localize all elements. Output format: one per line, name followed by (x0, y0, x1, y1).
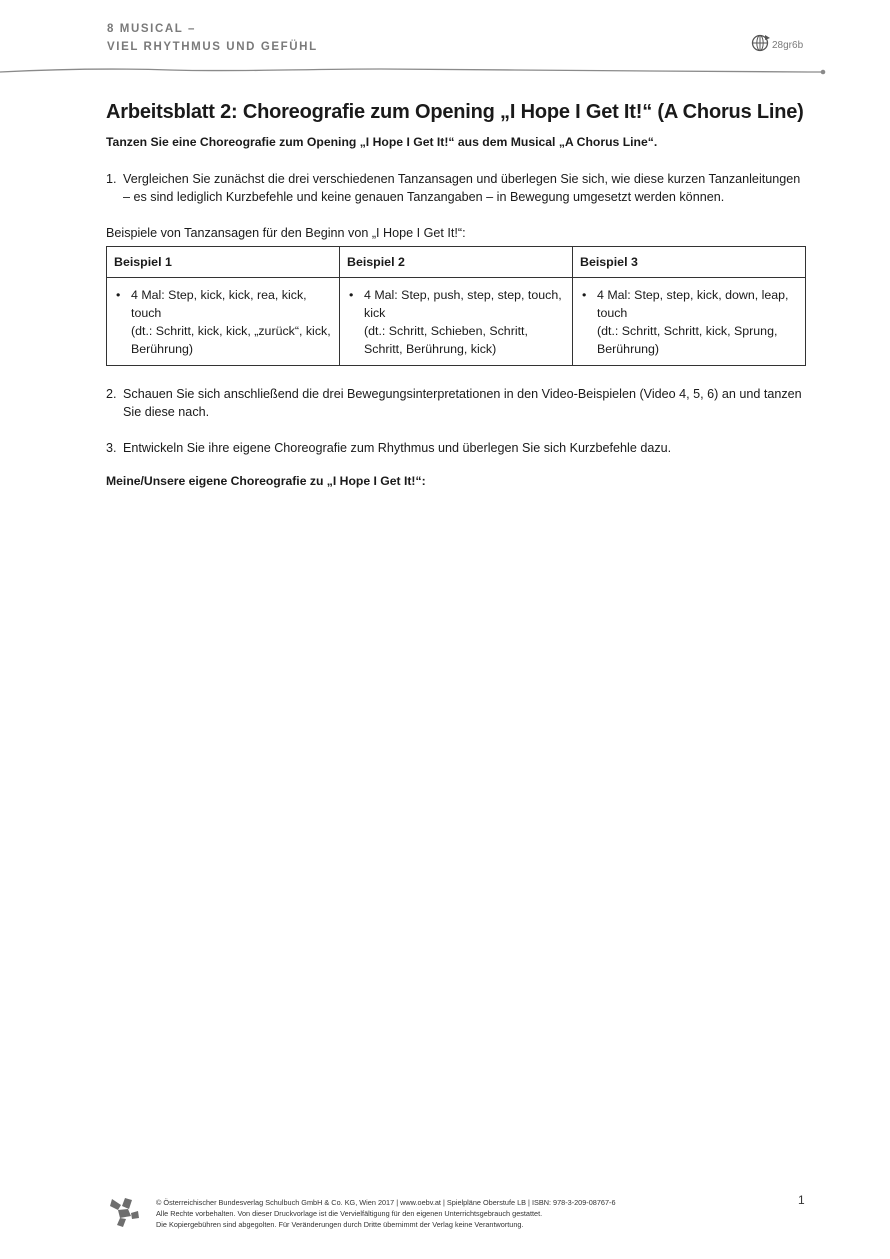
table-header-row (107, 247, 806, 278)
page-subtitle: Tanzen Sie eine Choreografie zum Opening „I Hope I Get It!“ aus dem Musical „A Chorus Line“. (106, 135, 658, 149)
header-divider (0, 60, 890, 80)
cell-2-translation: (dt.: Schritt, Schieben, Schritt, Schritt, Berührung, kick) (364, 324, 528, 356)
cell-1-translation: (dt.: Schritt, kick, kick, „zurück“, kick, Berührung) (131, 324, 331, 356)
examples-intro: Beispiele von Tanzansagen für den Beginn von „I Hope I Get It!“: (106, 226, 466, 240)
table-header-2: Beispiel 2 (340, 247, 573, 278)
footer-line-2: Alle Rechte vorbehalten. Von dieser Druckvorlage ist die Vervielfältigung für den eigenen Unterrichtsgebrauch gestattet. (156, 1209, 543, 1218)
chapter-heading-line2: VIEL RHYTHMUS UND GEFÜHL (107, 41, 318, 53)
task-1 (106, 170, 806, 206)
own-choreography-title: Meine/Unsere eigene Choreografie zu „I Hope I Get It!“: (106, 474, 426, 488)
oebv-logo-icon (108, 1196, 140, 1228)
task-2-number: 2. (106, 387, 117, 401)
task-3-text: Entwickeln Sie ihre eigene Choreografie zum Rhythmus und überlegen Sie sich Kurzbefehle dazu. (123, 441, 672, 455)
chapter-heading-line1: 8 MUSICAL – (107, 23, 196, 35)
task-2 (106, 385, 806, 421)
table-header-3: Beispiel 3 (573, 247, 806, 278)
footer-line-1: © Österreichischer Bundesverlag Schulbuch GmbH & Co. KG, Wien 2017 | www.oebv.at | Spielpläne Oberstufe LB | ISBN: 978-3-209-08767-6 (156, 1198, 616, 1207)
examples-table (106, 246, 806, 366)
bullet-marker: • (116, 288, 121, 302)
globe-icon (751, 34, 771, 52)
chapter-heading (107, 20, 318, 56)
table-row (107, 278, 806, 366)
online-code-text: 28gr6b (772, 40, 804, 51)
bullet-marker: • (582, 288, 587, 302)
online-code[interactable] (751, 34, 803, 52)
task-2-text: Schauen Sie sich anschließend die drei Bewegungsinterpretationen in den Video-Beispielen (Video 4, 5, 6) an und tanzen Sie diese nach. (123, 387, 802, 419)
task-3 (106, 439, 806, 457)
table-cell-3 (573, 278, 806, 366)
table-cell-2 (340, 278, 573, 366)
page-title: Arbeitsblatt 2: Choreografie zum Opening „I Hope I Get It!“ (A Chorus Line) (106, 101, 804, 123)
task-3-number: 3. (106, 441, 117, 455)
footer-line-3: Die Kopiergebühren sind abgegolten. Für Veränderungen durch Dritte übernimmt der Verlag keine Verantwortung. (156, 1220, 524, 1229)
table-header-1: Beispiel 1 (107, 247, 340, 278)
task-1-text: Vergleichen Sie zunächst die drei verschiedenen Tanzansagen und überlegen Sie sich, wie diese kurzen Tanzanleitungen – es sind lediglich Kurzbefehle und keine genauen Tanzangaben – in Bewegung umgesetzt werden können. (123, 172, 801, 204)
cell-3-translation: (dt.: Schritt, Schritt, kick, Sprung, Berührung) (597, 324, 778, 356)
page-number: 1 (798, 1193, 805, 1207)
task-1-number: 1. (106, 172, 117, 186)
cell-3-command: 4 Mal: Step, step, kick, down, leap, touch (597, 288, 789, 320)
table-cell-1 (107, 278, 340, 366)
bullet-marker: • (349, 288, 354, 302)
cell-2-command: 4 Mal: Step, push, step, step, touch, kick (364, 288, 562, 320)
cell-1-command: 4 Mal: Step, kick, kick, rea, kick, touch (131, 288, 307, 320)
footer-copyright (156, 1197, 616, 1230)
